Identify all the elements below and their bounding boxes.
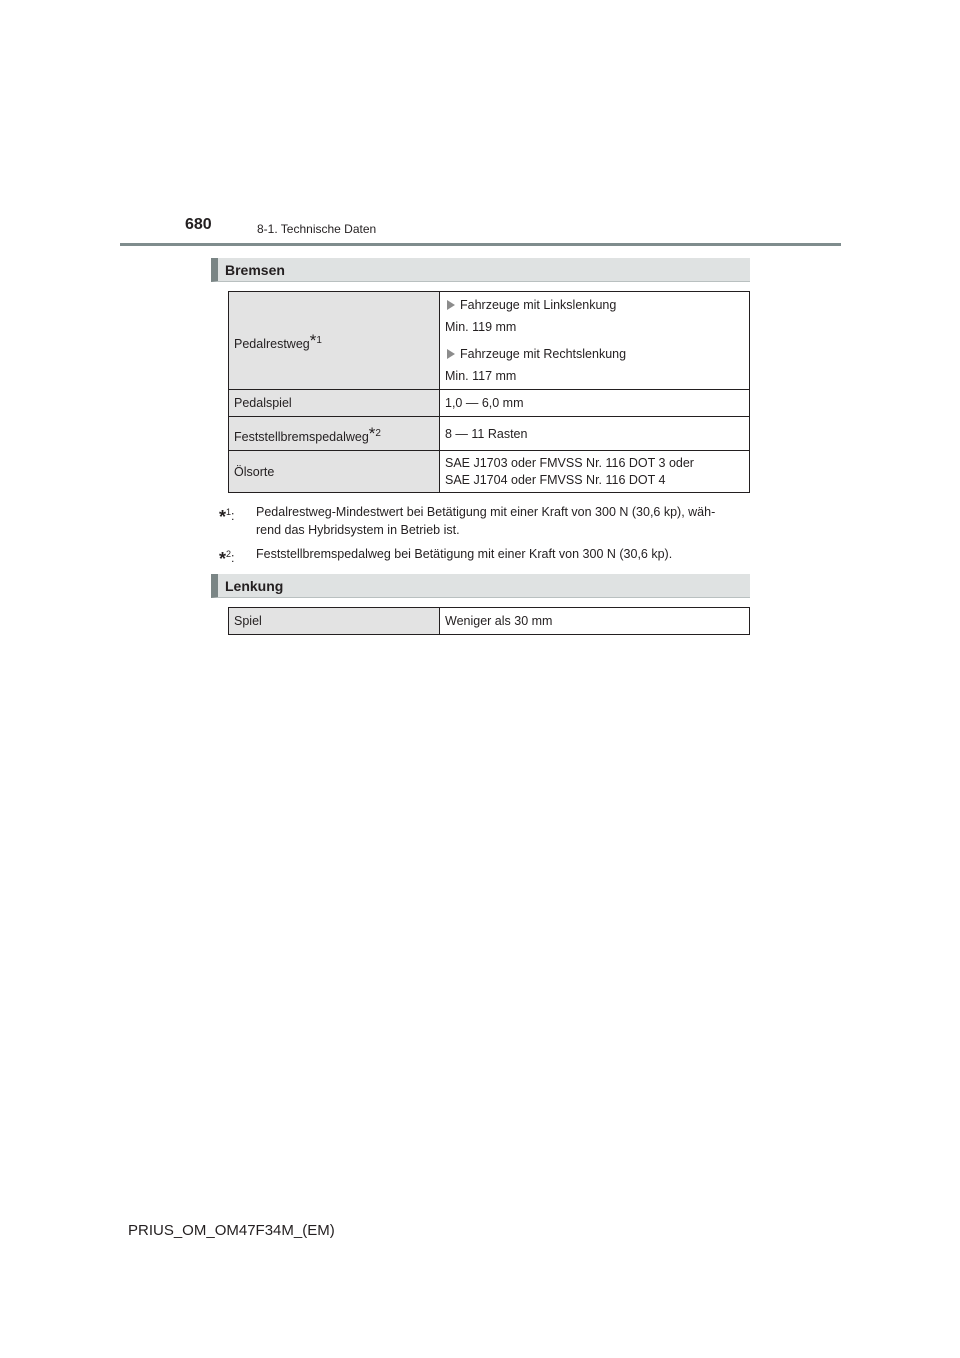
table-row bbox=[229, 292, 750, 390]
chapter-title: 8-1. Technische Daten bbox=[257, 222, 377, 236]
list-item bbox=[445, 365, 749, 387]
value-text: Fahrzeuge mit Rechtslenkung bbox=[460, 347, 627, 361]
table-row bbox=[229, 417, 750, 451]
row-value: Weniger als 30 mm bbox=[440, 608, 750, 635]
footnote-ref: *1 bbox=[309, 330, 322, 350]
label-text: Feststellbremspedalweg bbox=[234, 429, 369, 444]
value-line: SAE J1704 oder FMVSS Nr. 116 DOT 4 bbox=[445, 472, 666, 487]
row-label bbox=[229, 417, 440, 451]
table-row bbox=[229, 390, 750, 417]
table-row bbox=[229, 608, 750, 635]
footnote-marker: *$^2$: bbox=[219, 549, 235, 570]
label-text: Pedalrestweg bbox=[234, 336, 310, 351]
table-row bbox=[229, 451, 750, 493]
row-value: 1,0 — 6,0 mm bbox=[440, 390, 750, 417]
section-title-steering: Lenkung bbox=[225, 578, 284, 594]
steering-spec-table bbox=[228, 607, 750, 635]
page-number: 680 bbox=[185, 216, 212, 233]
row-label-pedal-reserve bbox=[229, 292, 440, 390]
footnote-2 bbox=[219, 545, 759, 570]
row-label: Spiel bbox=[229, 608, 440, 635]
brakes-spec-table bbox=[228, 291, 750, 493]
footnote-ref: *2 bbox=[368, 423, 381, 443]
value-line: SAE J1703 oder FMVSS Nr. 116 DOT 3 oder bbox=[445, 455, 694, 470]
header-rule bbox=[120, 243, 841, 246]
footnote-1 bbox=[219, 503, 759, 539]
row-value bbox=[440, 451, 750, 493]
section-heading-brakes bbox=[211, 258, 750, 282]
row-label: Pedalspiel bbox=[229, 390, 440, 417]
row-label: Ölsorte bbox=[229, 451, 440, 493]
footnote-text: Feststellbremspedalweg bei Betätigung mit einer Kraft von 300 N (30,6 kp). bbox=[256, 547, 673, 561]
list-item bbox=[445, 343, 749, 365]
list-item bbox=[445, 316, 749, 338]
section-heading-steering bbox=[211, 574, 750, 598]
value-text: Fahrzeuge mit Linkslenkung bbox=[460, 298, 617, 312]
footnote-marker: *$^1$: bbox=[219, 507, 235, 528]
footer-doc-code: PRIUS_OM_OM47F34M_(EM) bbox=[128, 1222, 335, 1239]
triangle-bullet-icon bbox=[447, 349, 455, 359]
triangle-bullet-icon bbox=[447, 300, 455, 310]
section-title-brakes: Bremsen bbox=[225, 262, 285, 278]
footnote-text: Pedalrestweg-Mindestwert bei Betätigung mit einer Kraft von 300 N (30,6 kp), wäh- rend das Hybridsystem in Betrieb ist. bbox=[256, 505, 716, 537]
value-text: Min. 117 mm bbox=[445, 369, 517, 383]
value-text: Min. 119 mm bbox=[445, 320, 517, 334]
list-item bbox=[445, 294, 749, 316]
row-value-pedal-reserve bbox=[440, 292, 750, 390]
row-value: 8 — 11 Rasten bbox=[440, 417, 750, 451]
